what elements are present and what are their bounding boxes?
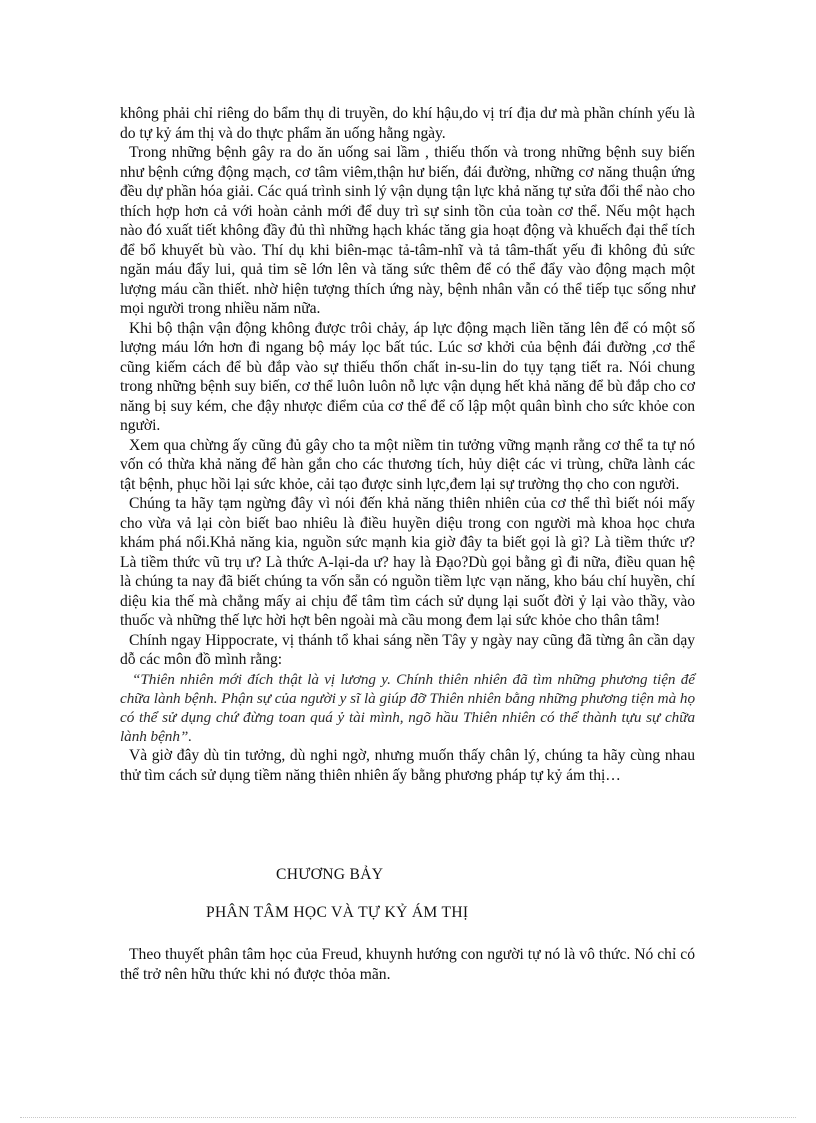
chapter-paragraph: Theo thuyết phân tâm học của Freud, khuynh hướng con người tự nó là vô thức. Nó chỉ có thể trở nên hữu thức khi nó được thỏa mãn. (120, 946, 695, 983)
page-bottom-divider (20, 1117, 796, 1118)
paragraph: Xem qua chừng ấy cũng đủ gây cho ta một niềm tin tưởng vững mạnh rằng cơ thể ta tự nó vốn có thừa khả năng để hàn gắn cho các thương tích, hủy diệt các vi trùng, chữa lành các tật bệnh, phục hồi lại sức khỏe, cải tạo được sinh lực,đem lại sự trường thọ cho con người. (120, 436, 695, 493)
chapter-body (120, 945, 695, 984)
paragraph: không phải chỉ riêng do bẩm thụ di truyền, do khí hậu,do vị trí địa dư mà phần chính yếu là do tự kỷ ám thị và do thực phẩm ăn uống hằng ngày. (120, 105, 695, 142)
chapter-title: CHƯƠNG BẢY (276, 866, 384, 883)
body-text (120, 104, 695, 785)
hippocrates-quote: “Thiên nhiên mới đích thật là vị lương y. Chính thiên nhiên đã tìm những phương tiện để chữa lành bệnh. Phận sự của người y sĩ là giúp đỡ Thiên nhiên bằng những phương tiện mà họ có thể sử dụng chứ đừng toan quá ỷ tài mình, ngõ hầu Thiên nhiên có thể thành tựu sự chữa lành bệnh”. (120, 670, 695, 746)
paragraph: Trong những bệnh gây ra do ăn uống sai lầm , thiếu thốn và trong những bệnh suy biến như bệnh cứng động mạch, cơ tâm viêm,thận hư biến, đái đường, những cơ năng thuận ứng đều dự phần hóa giải. Các quá trình sinh lý vận dụng tận lực khả năng tự sửa đổi thể nào cho thích hợp hơn cả với hoàn cảnh mới để duy trì sự sinh tồn của toàn cơ thể. Nếu một hạch nào đó xuất tiết không đầy đủ thì những hạch khác tăng gia hoạt động và khuếch đại thể tích để bổ khuyết bù vào. Thí dụ khi biên-mạc tả-tâm-nhĩ và tả tâm-thất yếu đi không đủ sức ngăn máu đẩy lui, quả tim sẽ lớn lên và tăng sức thêm để có thể đẩy vào động mạch một lượng máu cần thiết. nhờ hiện tượng thích ứng này, bệnh nhân vẫn có thể tiếp tục sống như mọi người trong nhiều năm nữa. (120, 144, 695, 317)
closing-paragraph: Và giờ đây dù tin tưởng, dù nghi ngờ, nhưng muốn thấy chân lý, chúng ta hãy cùng nhau thử tìm cách sử dụng tiềm năng thiên nhiên ấy bằng phương pháp tự kỷ ám thị… (120, 747, 695, 784)
chapter-subtitle: PHÂN TÂM HỌC VÀ TỰ KỶ ÁM THỊ (206, 904, 469, 921)
paragraph: Chính ngay Hippocrate, vị thánh tổ khai sáng nền Tây y ngày nay cũng đã từng ân cần dạy dỗ các môn đồ mình rằng: (120, 631, 695, 668)
paragraph: Chúng ta hãy tạm ngừng đây vì nói đến khả năng thiên nhiên của cơ thể thì biết nói mấy cho vừa vả lại còn biết bao nhiêu là điều huyền diệu trong con người mà khoa học chưa khám phá nổi.Khả năng kia, nguồn sức mạnh kia giờ đây ta biết gọi là gì? Là tiềm thức ư?Là tiềm thức vũ trụ ư? Là thức A-lại-da ư? hay là Đạo?Dù gọi bằng gì đi nữa, điều quan hệ là chúng ta nay đã biết chúng ta vốn sẵn có nguồn tiềm lực vạn năng, kho báu chí huyền, chí diệu kia thế mà chẳng mấy ai chịu để tâm tìm cách sử dụng lại suốt đời ỷ lại vào thầy, vào thuốc và những thế lực hời hợt bên ngoài mà cầu mong đem lại sức khỏe cho thân tâm! (120, 495, 695, 629)
paragraph: Khi bộ thận vận động không được trôi chảy, áp lực động mạch liền tăng lên để có một số lượng máu lớn hơn đi ngang bộ máy lọc bất túc. Lúc sơ khởi của bệnh đái đường ,cơ thể cũng kiếm cách để bù đắp vào sự thiếu thốn chất in-su-lin do tụy tạng tiết ra. Nói chung trong những bệnh suy biến, cơ thể luôn luôn nỗ lực vận dụng hết khả năng để bù đắp cho cơ năng bị suy kém, che đậy nhược điểm của cơ thể để cố lập một quân bình cho sức khỏe con người. (120, 319, 695, 434)
